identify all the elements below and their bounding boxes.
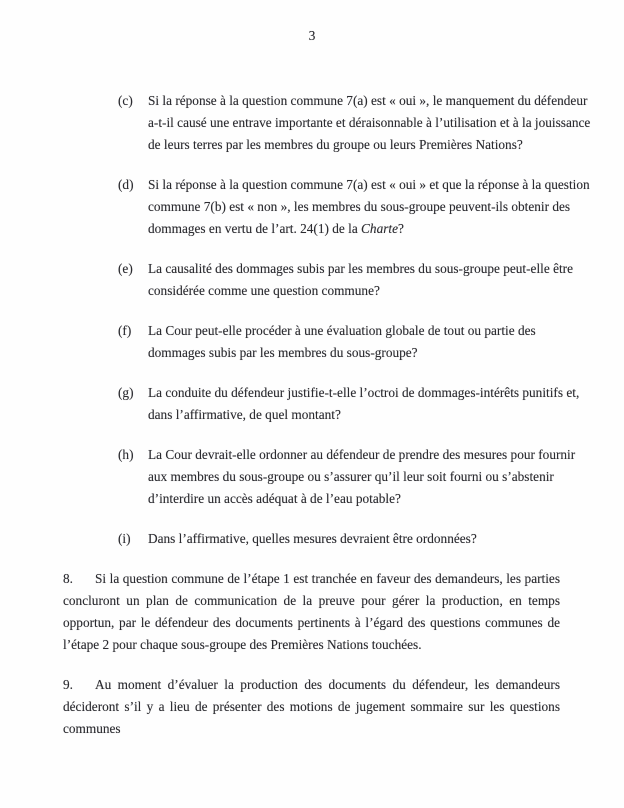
paragraph-number: 8.	[63, 571, 73, 586]
list-item-text: La conduite du défendeur justifie-t-elle l’octroi de dommages-intérêts punitifs et, dans l’affirmative, de quel montant?	[148, 385, 580, 422]
list-item-marker: (f)	[118, 323, 132, 338]
list-item-marker: (i)	[118, 531, 131, 546]
list-item-text: La Cour peut-elle procéder à une évaluation globale de tout ou partie des dommages subis par les membres du sous-groupe?	[148, 323, 536, 360]
list-item-f	[118, 320, 592, 364]
paragraph-text: Au moment d’évaluer la production des documents du défendeur, les demandeurs décideront s’il y a lieu de présenter des motions de jugement sommaire sur les questions communes	[63, 677, 560, 736]
list-item-c	[118, 90, 592, 156]
list-item-marker: (c)	[118, 93, 133, 108]
list-item-marker: (d)	[118, 177, 134, 192]
list-item-marker: (g)	[118, 385, 134, 400]
list-item-text-after: ?	[397, 221, 404, 236]
paragraph-9	[63, 674, 560, 740]
paragraph-number: 9.	[63, 677, 73, 692]
list-item-text: Si la réponse à la question commune 7(a) est « oui », le manquement du défendeur a-t-il causé une entrave importante et déraisonnable à l’utilisation et à la jouissance de leurs terres par les membres du groupe ou leurs Premières Nations?	[148, 93, 591, 152]
page-number: 3	[308, 28, 316, 43]
list-item-text	[148, 177, 590, 236]
list-item-text: La Cour devrait-elle ordonner au défendeur de prendre des mesures pour fournir aux membres du sous-groupe ou s’assurer qu’il leur soit fourni ou s’abstenir d’interdire un accès adéquat à de l’eau potable?	[148, 447, 576, 506]
page-content	[63, 90, 591, 740]
list-item-i	[118, 528, 592, 550]
list-item-text: La causalité des dommages subis par les membres du sous-groupe peut-elle être considérée comme une question commune?	[148, 261, 574, 298]
list-item-marker: (h)	[118, 447, 134, 462]
list-item-text-before: Si la réponse à la question commune 7(a) est « oui » et que la réponse à la question commune 7(b) est « non », les membres du sous-groupe peuvent-ils obtenir des dommages en vertu de l’art. 24(1) de la	[148, 177, 590, 236]
common-questions-list	[63, 90, 591, 550]
paragraph-text: Si la question commune de l’étape 1 est tranchée en faveur des demandeurs, les parties concluront un plan de communication de la preuve pour gérer la production, en temps opportun, par le défendeur des documents pertinents à l’égard des questions communes de l’étape 2 pour chaque sous-groupe des Premières Nations touchées.	[63, 571, 560, 652]
paragraph-8	[63, 568, 560, 656]
list-item-g	[118, 382, 592, 426]
list-item-text: Dans l’affirmative, quelles mesures devraient être ordonnées?	[148, 531, 477, 546]
list-item-d	[118, 174, 592, 240]
list-item-h	[118, 444, 592, 510]
list-item-marker: (e)	[118, 261, 133, 276]
italic-term-charte: Charte	[361, 221, 398, 236]
list-item-e	[118, 258, 592, 302]
